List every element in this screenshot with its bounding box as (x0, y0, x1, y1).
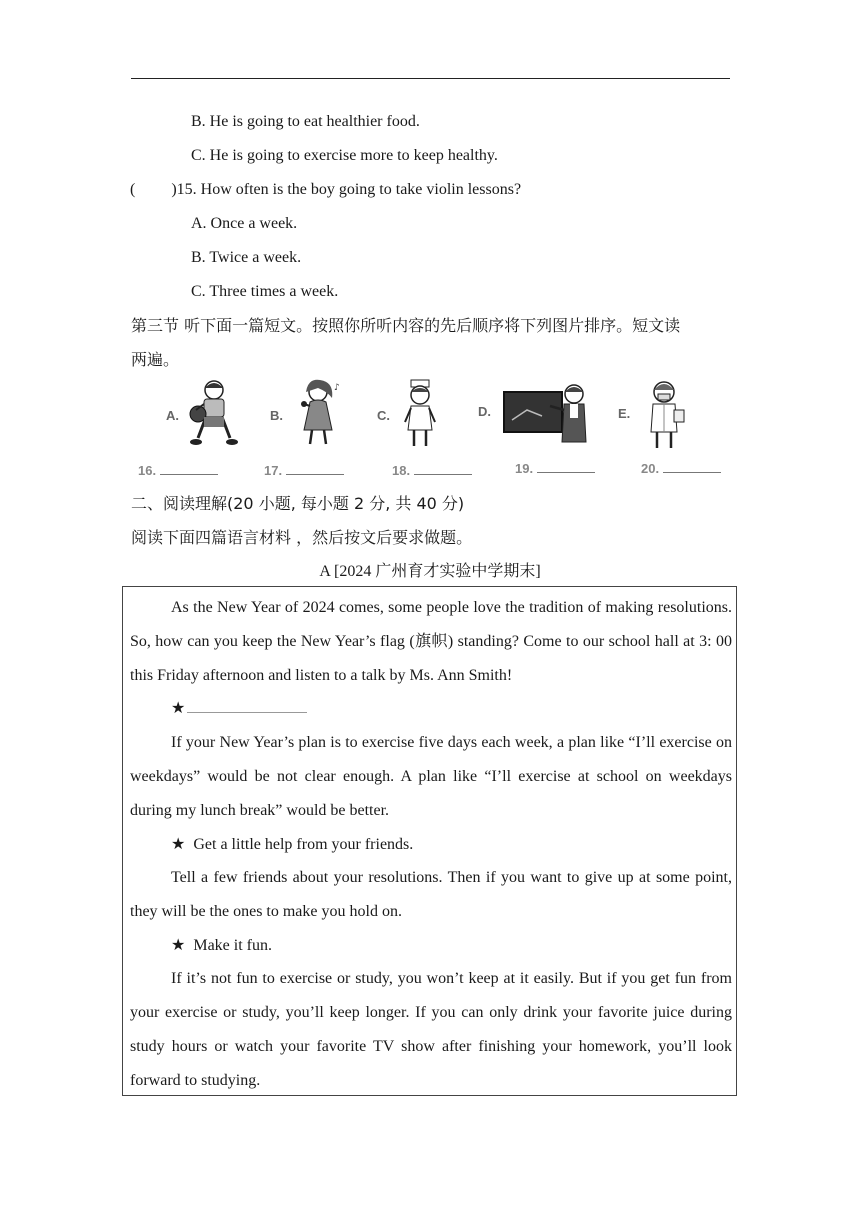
passage-label: A [2024 广州育才实验中学期末] (319, 563, 541, 580)
picture-row (130, 378, 740, 486)
nurse-icon (397, 378, 443, 450)
blank-number: 18. (392, 463, 411, 478)
heading-text: Make it fun. (193, 937, 272, 954)
heading-3 (171, 935, 272, 956)
boy-basketball-icon (184, 378, 240, 450)
blank-number: 19. (515, 461, 534, 476)
heading-1-blank[interactable] (171, 698, 307, 719)
picture-letter: A. (166, 408, 179, 423)
svg-text:♪: ♪ (334, 383, 340, 393)
blank-underline (414, 462, 472, 475)
passage-paragraph-2 (130, 726, 732, 828)
answer-blank-19[interactable] (515, 460, 595, 476)
header-rule (131, 78, 730, 79)
answer-paren-open: ( (130, 181, 136, 198)
picture-letter: E. (618, 406, 631, 421)
star-icon: ★ (171, 935, 186, 954)
passage-paragraph-1 (130, 591, 732, 693)
answer-blank-16[interactable] (138, 462, 218, 478)
girl-singing-icon (288, 378, 350, 448)
question-15-text: 15. How often is the boy going to take violin lessons? (176, 181, 522, 198)
doctor-icon (640, 378, 690, 450)
option-c-prev: C. He is going to exercise more to keep healthy. (191, 147, 498, 164)
teacher-blackboard-icon (502, 380, 590, 448)
blank-underline (160, 462, 218, 475)
blank-underline (537, 460, 595, 473)
option-b-prev: B. He is going to eat healthier food. (191, 113, 420, 130)
blank-number: 17. (264, 463, 283, 478)
picture-letter: D. (478, 404, 491, 419)
option-c: C. Three times a week. (191, 283, 339, 300)
answer-paren-close: ) (171, 181, 177, 198)
paragraph-text: If it’s not fun to exercise or study, you won’t keep at it easily. But if you get fun from your exercise or study, you’ll keep longer. If you can only drink your favorite juice during study hours or watch your favorite TV show after finishing your homework, you’ll look forward to studying. (130, 970, 732, 1089)
blank-number: 20. (641, 461, 660, 476)
paragraph-text: If your New Year’s plan is to exercise five days each week, a plan like “I’ll exercise on weekdays” would be not clear enough. A plan like “I’ll exercise at school on weekdays during my lunch break” would be better. (130, 734, 732, 819)
answer-blank-17[interactable] (264, 462, 344, 478)
section3-instruction-1: 第三节 听下面一篇短文。按照你所听内容的先后顺序将下列图片排序。短文读 (131, 316, 681, 335)
blank-underline (663, 460, 721, 473)
star-icon: ★ (171, 698, 186, 717)
answer-blank-20[interactable] (641, 460, 721, 476)
part2-title: 二、阅读理解(20 小题, 每小题 2 分, 共 40 分) (131, 494, 465, 513)
picture-letter: B. (270, 408, 283, 423)
paragraph-text: As the New Year of 2024 comes, some people love the tradition of making resolutions. So, how can you keep the New Year’s flag (旗帜) standing? Come to our school hall at 3: 00 this Friday afternoon and listen to a talk by Ms. Ann Smith! (130, 599, 732, 684)
heading-blank-line[interactable] (187, 698, 307, 713)
blank-underline (286, 462, 344, 475)
passage-paragraph-3 (130, 861, 732, 929)
blank-number: 16. (138, 463, 157, 478)
option-b: B. Twice a week. (191, 249, 302, 266)
heading-text: Get a little help from your friends. (193, 836, 414, 853)
option-a: A. Once a week. (191, 215, 298, 232)
star-icon: ★ (171, 834, 186, 853)
picture-letter: C. (377, 408, 390, 423)
answer-blank-18[interactable] (392, 462, 472, 478)
part2-instruction: 阅读下面四篇语言材料 ，然后按文后要求做题。 (131, 528, 473, 547)
question-15 (130, 180, 521, 200)
heading-2 (171, 834, 413, 855)
paragraph-text: Tell a few friends about your resolutions. Then if you want to give up at some point, they will be the ones to make you hold on. (130, 869, 732, 920)
section3-instruction-2: 两遍。 (131, 350, 180, 369)
passage-paragraph-4 (130, 962, 732, 1098)
